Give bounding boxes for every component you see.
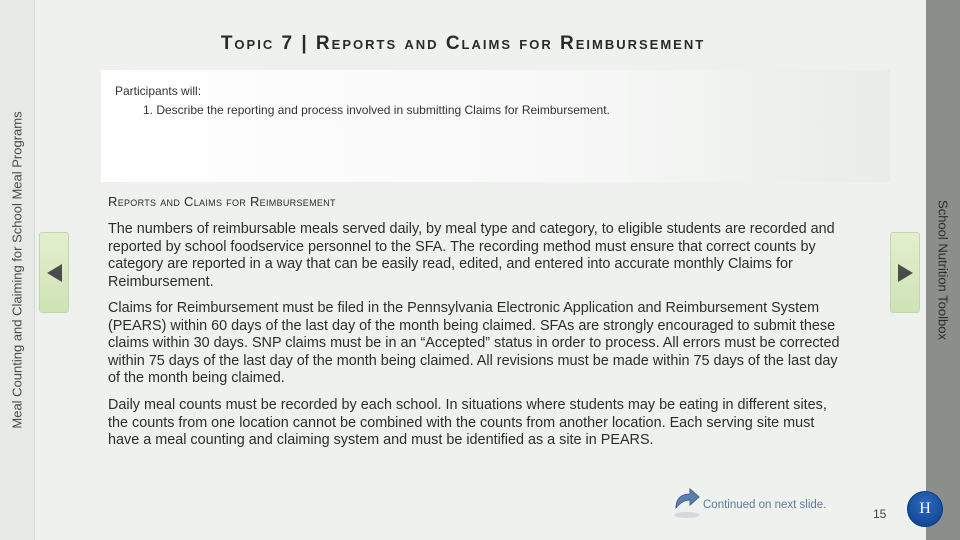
home-button[interactable]: H [907,491,943,527]
paragraph-reporting: The numbers of reimbursable meals served daily, by meal type and category, to eligible students are recorded and reported by school foodservice personnel to the SFA. The recording method must ensure that correct counts by category are reported in a way that can be easily read, edited, and entered into accurate monthly Claims for Reimbursement. [108,221,835,290]
continue-label: Continued on next slide. [703,499,827,511]
objective-item: 1. Describe the reporting and process involved in submitting Claims for Reimbursement. [143,103,610,117]
page-number: 15 [873,507,887,521]
paragraph-daily-counts: Daily meal counts must be recorded by each school. In situations where students may be eating in different sites, the counts from one location cannot be combined with the counts from another location. Each serving site must have a meal counting and claiming system and must be identified as a site in PEARS. [108,397,827,449]
page-title: Topic 7 | Reports and Claims for Reimbursement [220,33,706,54]
section-heading: Reports and Claims for Reimbursement [108,194,336,209]
continue-link[interactable] [672,484,852,524]
curved-arrow-icon [672,484,702,520]
toolbox-side-label: School Nutrition Toolbox [935,200,951,340]
paragraph-claims: Claims for Reimbursement must be filed in the Pennsylvania Electronic Application and Reimbursement System (PEARS) within 60 days of the last day of the month being claimed. SFAs are strongly encouraged to submit these claims within 30 days. SNP claims must be in an “Accepted” status in order to process. All errors must be corrected within 75 days of the last day of the month being claimed. All revisions must be made within 75 days of the last day of the month being claimed. [108,300,840,387]
arrow-right-icon [898,264,913,282]
objectives-heading: Participants will: [115,84,202,98]
next-slide-button[interactable] [890,232,920,313]
previous-slide-button[interactable] [39,232,69,313]
objectives-box [101,70,890,182]
arrow-left-icon [47,264,62,282]
left-side-strip [0,0,35,540]
course-side-label: Meal Counting and Claiming for School Meal Programs [9,111,25,429]
toolbox-side-tab[interactable] [926,0,960,540]
